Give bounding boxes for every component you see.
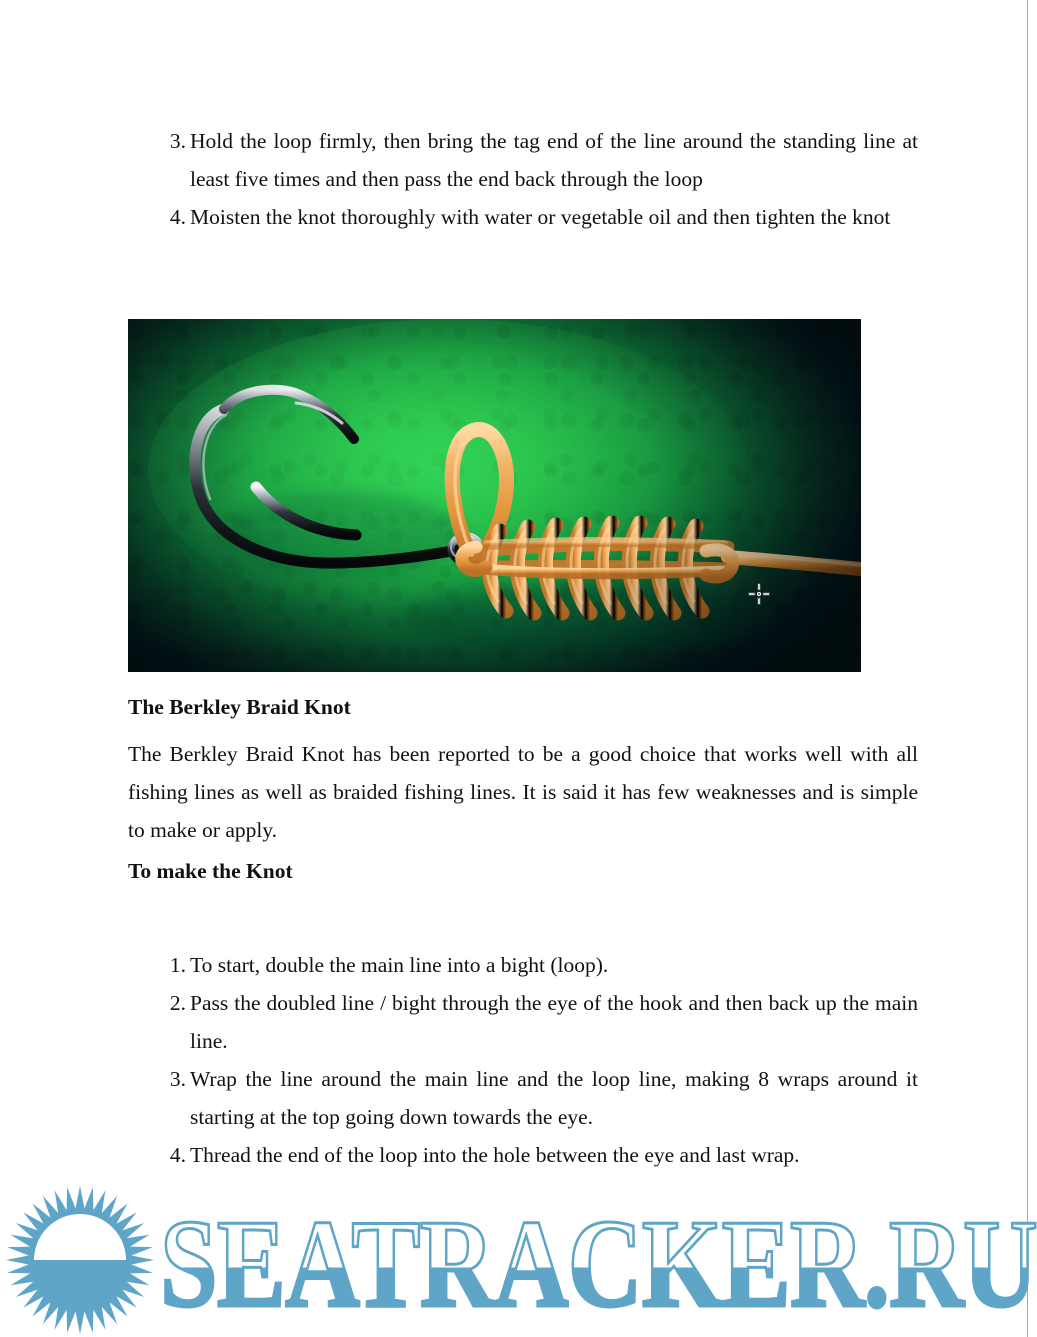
list-item xyxy=(128,122,918,198)
body-paragraph: The Berkley Braid Knot has been reported to be a good choice that works well with all fishing lines as well as braided fishing lines. It is said it has few weaknesses and is simple to make or apply. xyxy=(128,742,918,842)
watermark-text: SEATRACKER.RU xyxy=(160,1198,1037,1328)
knot-steps-list xyxy=(128,946,918,1174)
list-item xyxy=(128,1136,918,1174)
continued-instructions-list xyxy=(128,122,918,236)
page-gutter xyxy=(1028,0,1037,1337)
list-item xyxy=(128,946,918,984)
section-heading-to-make-the-knot: To make the Knot xyxy=(128,859,293,883)
figure-vignette xyxy=(128,319,861,672)
berkley-braid-knot-illustration xyxy=(128,319,861,672)
list-item-number: 3. xyxy=(169,1067,186,1091)
list-item-number: 2. xyxy=(169,991,186,1015)
list-item-number: 4. xyxy=(169,205,186,229)
list-item-text: Moisten the knot thoroughly with water or vegetable oil and then tighten the knot xyxy=(190,205,891,229)
list-item-number: 1. xyxy=(169,953,186,977)
list-item-number: 3. xyxy=(169,129,186,153)
list-item-text: Hold the loop firmly, then bring the tag end of the line around the standing line at least five times and then pass the end back through the loop xyxy=(190,129,918,191)
list-item-text: Pass the doubled line / bight through the eye of the hook and then back up the main line. xyxy=(190,991,918,1053)
list-item-text: Wrap the line around the main line and the loop line, making 8 wraps around it starting at the top going down towards the eye. xyxy=(190,1067,918,1129)
section-heading-berkley-braid-knot: The Berkley Braid Knot xyxy=(128,695,351,719)
list-item-number: 4. xyxy=(169,1143,186,1167)
list-item-text: To start, double the main line into a bight (loop). xyxy=(190,953,609,977)
list-item xyxy=(128,1060,918,1136)
list-item xyxy=(128,198,918,236)
list-item xyxy=(128,984,918,1060)
list-item-text: Thread the end of the loop into the hole between the eye and last wrap. xyxy=(190,1143,800,1167)
